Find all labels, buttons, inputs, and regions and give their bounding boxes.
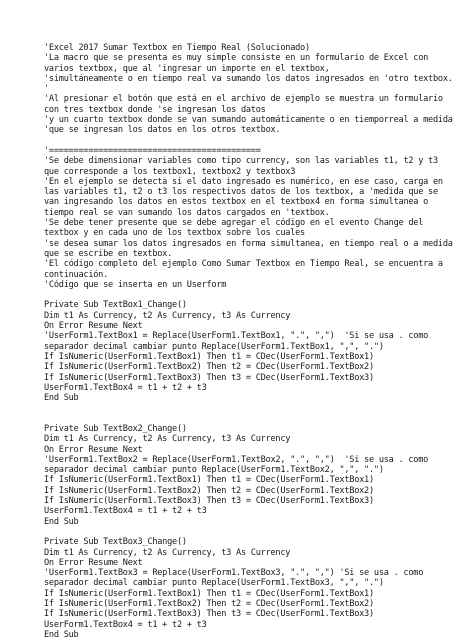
text-line: 'Código que se inserta en un Userform — [44, 279, 227, 290]
code-line: If IsNumeric(UserForm1.TextBox3) Then t3 = CDec(UserForm1.TextBox3) — [44, 372, 374, 383]
code-line: 'UserForm1.TextBox2 = Replace(UserForm1.TextBox2, ".", ",") 'Si se usa . como — [44, 454, 429, 465]
notes-comments — [44, 146, 469, 290]
code-line: On Error Resume Next — [44, 444, 143, 455]
text-line: 'Al presionar el botón que está en el archivo de ejemplo se muestra un formulario — [44, 94, 443, 105]
text-line: 'En el ejemplo se detecta si el dato ingresado es numérico, en ese caso, carga en — [44, 176, 443, 187]
text-line: ' — [44, 84, 49, 95]
blank-lines — [44, 403, 469, 424]
text-line: que corresponde a los textbox1, textbox2 y textbox3 — [44, 166, 296, 177]
document-page — [44, 43, 469, 640]
code-line: End Sub — [44, 629, 79, 640]
separator-line: '=========================================== — [44, 145, 261, 156]
code-line: If IsNumeric(UserForm1.TextBox1) Then t1 = CDec(UserForm1.TextBox1) — [44, 351, 374, 362]
text-line: 'Excel 2017 Sumar Textbox en Tiempo Real (Solucionado) — [44, 43, 310, 53]
text-line: tiempo real se van sumando los datos cargados en 'textbox. — [44, 207, 330, 218]
text-line: 'y un cuarto textbox donde se van sumando automáticamente o en tiemporreal a medida — [44, 115, 453, 126]
code-line: On Error Resume Next — [44, 321, 143, 332]
text-line: continuación. — [44, 269, 109, 280]
text-line: con tres textbox donde 'se ingresan los datos — [44, 104, 266, 115]
code-line: End Sub — [44, 516, 79, 527]
text-line: 'El código completo del ejemplo Como Sumar Textbox en Tiempo Real, se encuentra a — [44, 259, 443, 270]
code-line: UserForm1.TextBox4 = t1 + t2 + t3 — [44, 619, 207, 630]
code-line: separador decimal cambiar punto Replace(UserForm1.TextBox1, ",", ".") — [44, 341, 384, 352]
code-line: If IsNumeric(UserForm1.TextBox3) Then t3 = CDec(UserForm1.TextBox3) — [44, 609, 374, 620]
text-line: van ingresando los datos en estos textbox en el textbox4 en forma simultanea o — [44, 197, 429, 208]
text-line: textbox y en cada uno de los textbox sobre los cuales — [44, 228, 305, 239]
code-line: UserForm1.TextBox4 = t1 + t2 + t3 — [44, 382, 207, 393]
code-line: Private Sub TextBox1_Change() — [44, 300, 187, 311]
code-line: End Sub — [44, 393, 79, 404]
text-line: 'se desea sumar los datos ingresados en forma simultanea, en tiempo real o a medida — [44, 238, 453, 249]
code-line: UserForm1.TextBox4 = t1 + t2 + t3 — [44, 506, 207, 517]
code-line: If IsNumeric(UserForm1.TextBox3) Then t3 = CDec(UserForm1.TextBox3) — [44, 496, 374, 507]
code-line: Private Sub TextBox3_Change() — [44, 537, 187, 548]
code-line: separador decimal cambiar punto Replace(UserForm1.TextBox3, ",", ".") — [44, 578, 384, 589]
code-sub-textbox3 — [44, 537, 469, 640]
text-line: 'que se ingresan los datos en los otros textbox. — [44, 125, 281, 136]
code-line: 'UserForm1.TextBox3 = Replace(UserForm1.TextBox3, ".", ",") 'Si se usa . como — [44, 568, 424, 579]
code-line: 'UserForm1.TextBox1 = Replace(UserForm1.TextBox1, ".", ",") 'Si se usa . como — [44, 331, 429, 342]
text-line: las variables t1, t2 o t3 los respectivos datos de los textbox, a 'medida que se — [44, 187, 438, 198]
text-line: 'simultáneamente o en tiempo real va sumando los datos ingresados en 'otro textbox. — [44, 73, 453, 84]
code-line: If IsNumeric(UserForm1.TextBox1) Then t1 = CDec(UserForm1.TextBox1) — [44, 475, 374, 486]
code-sub-textbox1 — [44, 300, 469, 403]
text-line: varios textbox, que al 'ingresar un importe en el textbox, — [44, 63, 330, 74]
code-line: separador decimal cambiar punto Replace(UserForm1.TextBox2, ",", ".") — [44, 465, 384, 476]
code-line: If IsNumeric(UserForm1.TextBox2) Then t2 = CDec(UserForm1.TextBox2) — [44, 599, 374, 610]
code-line: Dim t1 As Currency, t2 As Currency, t3 As Currency — [44, 547, 291, 558]
code-line: If IsNumeric(UserForm1.TextBox1) Then t1 = CDec(UserForm1.TextBox1) — [44, 588, 374, 599]
code-line: Private Sub TextBox2_Change() — [44, 423, 187, 434]
code-line: On Error Resume Next — [44, 557, 143, 568]
blank-line — [44, 527, 469, 537]
blank-line — [44, 290, 469, 300]
code-line: If IsNumeric(UserForm1.TextBox2) Then t2 = CDec(UserForm1.TextBox2) — [44, 485, 374, 496]
text-line: 'Se debe tener presente que se debe agregar el código en el evento Change del — [44, 218, 424, 229]
text-line: 'Se debe dimensionar variables como tipo currency, son las variables t1, t2 y t3 — [44, 156, 438, 167]
text-line: 'La macro que se presenta es muy simple consiste en un formulario de Excel con — [44, 53, 429, 64]
text-line: que se escribe en textbox. — [44, 248, 173, 259]
intro-comments — [44, 43, 469, 136]
blank-line — [44, 136, 469, 146]
code-sub-textbox2 — [44, 424, 469, 527]
code-line: Dim t1 As Currency, t2 As Currency, t3 As Currency — [44, 434, 291, 445]
code-line: Dim t1 As Currency, t2 As Currency, t3 As Currency — [44, 310, 291, 321]
code-line: If IsNumeric(UserForm1.TextBox2) Then t2 = CDec(UserForm1.TextBox2) — [44, 362, 374, 373]
